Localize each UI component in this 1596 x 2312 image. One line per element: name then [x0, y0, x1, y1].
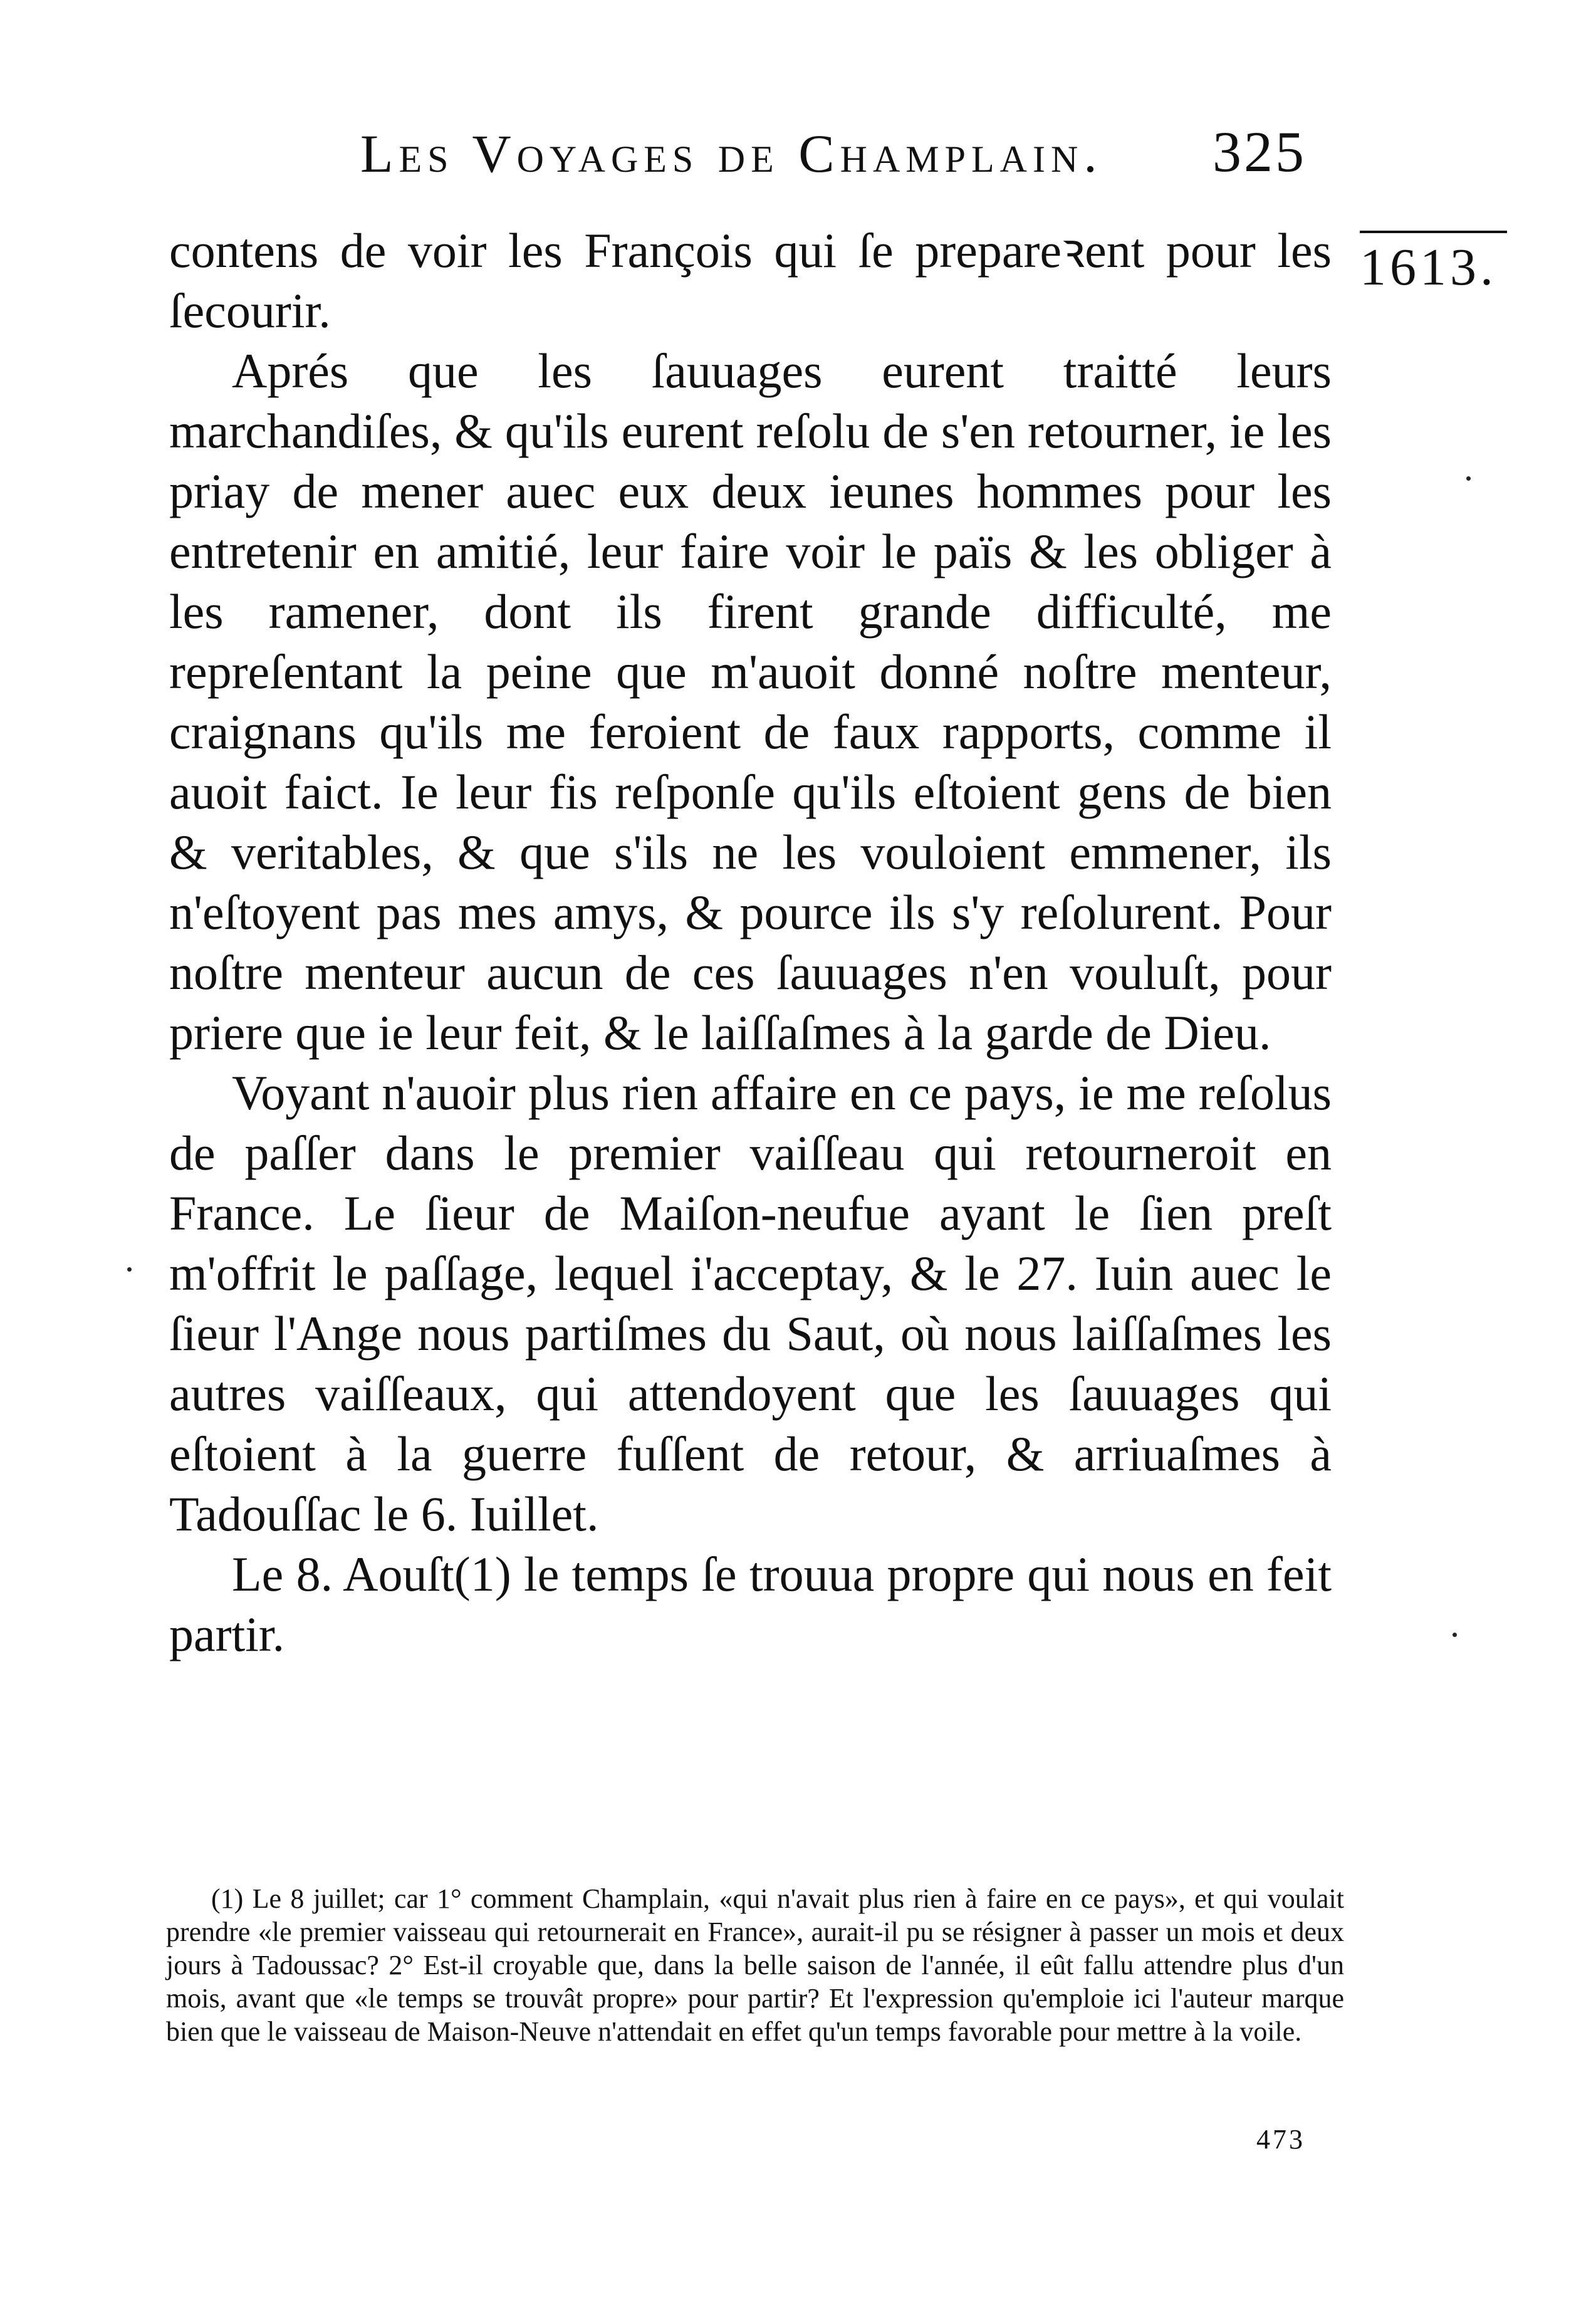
running-title: Les Voyages de Champlain.	[360, 123, 1103, 184]
main-text	[169, 221, 1332, 1665]
paragraph: Voyant n'auoir plus rien affaire en ce pays, ie me reſolus de paſſer dans le premier vaiſſeau qui retourneroit en France. Le ſieur de Maiſon-neufue ayant le ſien preſt m'offrit le paſſage, lequel i'acceptay, & le 27. Iuin auec le ſieur l'Ange nous partiſmes du Saut, où nous laiſſaſmes les autres vaiſſeaux, qui attendoyent que les ſauuages qui eſtoient à la guerre fuſſent de retour, & arriuaſmes à Tadouſſac le 6. Iuillet.	[169, 1065, 1332, 1541]
paragraph: contens de voir les François qui ſe prepareꝛent pour les ſecourir.	[169, 223, 1332, 338]
margin-dot	[127, 1267, 132, 1272]
signature-mark: 473	[1256, 2124, 1305, 2155]
footnote-text: Le 8 juillet; car 1° comment Champlain, «qui n'avait plus rien à faire en ce pays», et qui voulait prendre «le premier vaisseau qui retournerait en France», aurait-il pu se résigner à passer un mois et deux jours à Tadoussac? 2° Est-il croyable que, dans la belle saison de l'année, il eût fallu attendre plus d'un mois, avant que «le temps se trouvât propre» pour partir? Et l'expression qu'emploie ici l'auteur marque bien que le vaisseau de Maison-Neuve n'attendait en effet qu'un temps favorable pour mettre à la voile.	[166, 1883, 1345, 2047]
footnote	[166, 1882, 1344, 2048]
footnote-marker: (1)	[211, 1883, 244, 1914]
page-number: 325	[1213, 120, 1307, 184]
paragraph: Aprés que les ſauuages eurent traitté leurs marchandiſes, & qu'ils eurent reſolu de s'en retourner, ie les priay de mener auec eux deux ieunes hommes pour les entretenir en amitié, leur faire voir le païs & les obliger à les ramener, dont ils firent grande difficulté, me repreſentant la peine que m'auoit donné noſtre menteur, craignans qu'ils me feroient de faux rapports, comme il auoit faict. Ie leur fis reſponſe qu'ils eſtoient gens de bien & veritables, & que s'ils ne les vouloient emmener, ils n'eſtoyent pas mes amys, & pource ils s'y reſolurent. Pour noſtre menteur aucun de ces ſauuages n'en vouluſt, pour priere que ie leur feit, & le laiſſaſmes à la garde de Dieu.	[169, 343, 1332, 1060]
margin-dot	[1453, 1633, 1457, 1637]
margin-dot	[1466, 476, 1471, 481]
paragraph: Le 8. Aouſt(1) le temps ſe trouua propre qui nous en feit partir.	[169, 1547, 1332, 1661]
margin-year: 1613.	[1360, 231, 1507, 298]
running-head	[0, 122, 1596, 197]
